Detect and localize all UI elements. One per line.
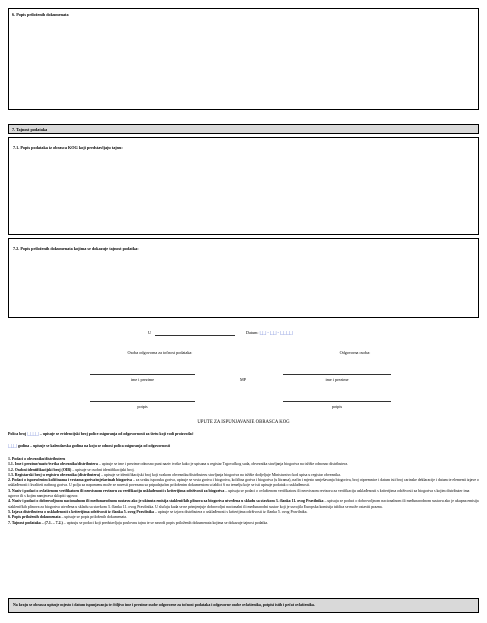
instruction-item: 7. Tajnost podataka – (7.1. – 7.2.) – upisuju se podaci koji predstavljaju poslovnu tajnu te se navodi popis priloženih dokumenata kojima se dokazuje tajnost podatka. — [8, 520, 269, 525]
date-field[interactable] — [246, 330, 293, 335]
instruction-item: 1.2. Osobni identifikacijski broj (OIB) – upisuje se osobni identifikacijski broj. — [8, 467, 135, 472]
policy-label: Polica broj — [8, 432, 27, 436]
date-boxes: |_|_| - |_|_| - |_|_|_|_| — [259, 330, 293, 335]
right-name-line — [283, 374, 391, 375]
section-7-1-title: 7.1. Popis podataka iz obrasca KOG koji predstavljaju tajnu: — [13, 145, 123, 150]
instruction-item: 2. Podaci o isporučenim količinama i vrstama goriva/mješavinah biogoriva – za svaku isporuku goriva, upisuje se vrsta goriva i biogoriva, količina goriva i biogoriva (u litrama), način i mjesto umješavanja biogoriva, broj otpremnice i datum isti broj carinske deklaracije i datum te elementi izjave o usklađenosti i kvaliteti naftnog goriva. U polju za napomenu može se navesti povezana sa pripadajućim priloženim dokumentom u tablici 6 na temelju koje se isti upisuje podatak o usklađenosti. — [8, 478, 480, 488]
right-signature-line — [283, 401, 391, 402]
section-7-title: 7. Tajnost podataka — [12, 127, 48, 132]
left-signatory-title: Osoba odgovorna za točnost podataka: — [127, 350, 193, 355]
right-signature-label: potpis — [331, 404, 343, 409]
section-6-box — [8, 8, 479, 110]
instructions-title: UPUTE ZA ISPUNJAVANJE OBRASCA KOG — [197, 420, 290, 425]
left-name-line — [90, 374, 195, 375]
policy-text: – upisuje se evidencijski broj police osiguranja od odgovornosti za štetu koji vodi proizvođač — [39, 432, 194, 436]
instruction-item: 1.1. Ime i prezime/naziv/tvrtka obveznika/distributera – upisuje se ime i prezime odnosno puni naziv tvrtke kako je upisana u registar Trgovačkog suda, obveznika stavljanja biogoriva na tržište odnosno distributera. — [8, 462, 349, 467]
left-signature-label: potpis — [137, 404, 148, 409]
right-name-label: ime i prezime — [325, 377, 349, 382]
instructions-list — [8, 457, 479, 526]
left-signature-line — [90, 401, 195, 402]
left-name-label: ime i prezime — [130, 377, 155, 382]
right-signatory-title: Odgovorna osoba: — [339, 350, 371, 355]
section-7-1-box — [8, 137, 479, 235]
instruction-item: 6. Popis priloženih dokumenata – upisuje se popis priloženih dokumenata. — [8, 515, 127, 520]
place-prefix: U — [148, 330, 152, 335]
policy-line — [8, 432, 478, 437]
year-boxes: |_|_|_| — [8, 444, 17, 448]
place-line — [155, 335, 235, 336]
footer-note-box — [8, 598, 479, 613]
instruction-item: 3. Naziv i podaci o ovlaštenom verifikatoru ili neovisnom revizoru za verifikaciju usklađenosti s kriterijima održivosti za biogoriva – upisuju se podaci o ovlaštenom verifikatoru ili neovisnom revizoru za verifikaciju usklađenosti s kriterijima održivosti za biogoriva s kojim distributer ima ugovor ili s kojim namjerava sklopiti ugovor. — [8, 488, 470, 499]
year-text: godina – upisuje se kalendarska godina na koju se odnosi polica osiguranja od odgovornosti — [17, 444, 171, 448]
section-6-title: 6. Popis priloženih dokumenata — [12, 12, 69, 17]
instruction-item: 1. Podaci o obvezniku/distributeru — [8, 457, 66, 461]
section-7-2-box — [8, 238, 479, 318]
section-7-header — [8, 124, 479, 134]
date-label: Datum: — [246, 330, 259, 335]
section-7-2-title: 7.2. Popis priloženih dokumenata kojima se dokazuje tajnost podatka: — [13, 246, 139, 251]
year-line — [8, 444, 478, 449]
instruction-item: 4. Naziv i podaci o dobrovoljnom nacionalnom ili međunarodnom sustavu ako je ukinuta emisija stakleničkih plinova za biogoriva utvrđena u skladu sa stavkom 3. članka 11. ovog Pravilnika – upisuju se podaci o dobrovoljnom nacionalnom ili međunarodnom sustavu ako je ukupna emisija stakleničkih plinova za biogoriva utvrđena u skladu sa stavkom 3. članka 11. ovog Pravilnika. U slučaju kada se ne primjenjuje dobrovoljni nacionalni ili međunarodni sustav koji je usvojila Europska komisija tablica se može ostaviti prazna. — [8, 499, 479, 509]
instruction-item: 1.3. Registarski broj u registru obveznika (distributera) – upisuje se identifikacijski broj koji svakom obvezniku/distributeru stavljanja biogoriva na tržište dodjeljuje Ministarstvo kod upisa u registar obveznika. — [8, 472, 341, 477]
instruction-item: 5. Izjava distributera o usklađenosti s kriterijima održivosti iz članka 5. ovog Pravilnika – upisuje se izjava distributera o usklađenosti s kriterijima održivosti iz članka 5. ovog Pravilnika. — [8, 509, 308, 514]
footer-note: Na kraju se obrasca upisuje mjesto i datum ispunjavanja te čitljivo ime i prezime osobe odgovorne za točnost podataka i odgovorne osobe ovlaštenika, potpisi istih i pečat ovlaštenika. — [13, 603, 315, 607]
mp-label: MP — [239, 377, 247, 382]
place-field[interactable] — [148, 330, 151, 335]
policy-boxes: |_|_|_|_| — [27, 432, 39, 436]
